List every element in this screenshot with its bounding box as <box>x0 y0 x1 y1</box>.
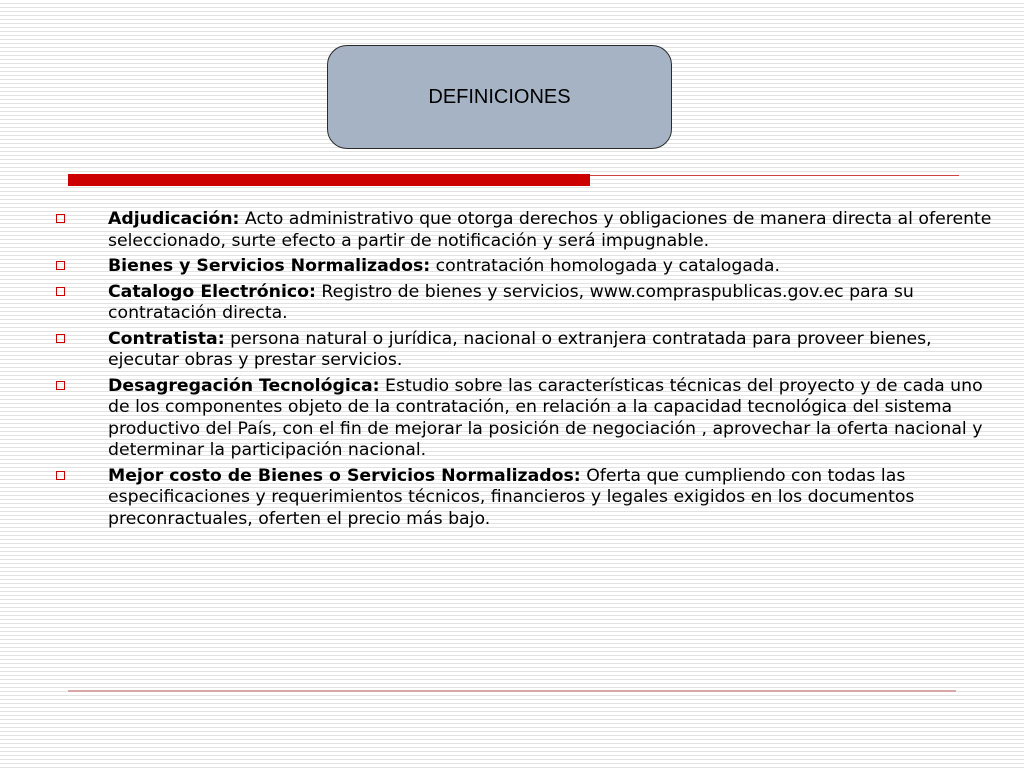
definition-term: Bienes y Servicios Normalizados: <box>108 256 431 276</box>
definition-text: contratación homologada y catalogada. <box>430 256 780 276</box>
square-bullet-icon <box>56 381 65 390</box>
definition-text: Estudio sobre las características técnicas del proyecto y de cada uno de los componentes objeto de la contratación, en relación a la capacidad tecnológica del sistema productivo del País, con el fin de mejorar la posición de negociación , aprovechar la oferta nacional y determinar la participación nacional. <box>108 375 983 460</box>
bottom-divider-line <box>68 690 956 692</box>
definition-item <box>56 329 996 372</box>
definition-text: Acto administrativo que otorga derechos y obligaciones de manera directa al oferente seleccionado, surte efecto a partir de notificación y será impugnable. <box>108 209 992 251</box>
definition-item <box>56 376 996 462</box>
definition-text: Oferta que cumpliendo con todas las especificaciones y requerimientos técnicos, financieros y legales exigidos en los documentos preconractuales, oferten el precio más bajo. <box>108 465 915 529</box>
definition-item <box>56 282 996 325</box>
definition-item <box>56 466 996 531</box>
definition-text: Registro de bienes y servicios, www.compraspublicas.gov.ec para su contratación directa. <box>108 281 914 323</box>
definition-term: Mejor costo de Bienes o Servicios Normalizados: <box>108 465 581 486</box>
definition-term: Catalogo Electrónico: <box>108 281 316 302</box>
thin-divider-line <box>590 175 959 176</box>
definitions-list <box>56 209 996 534</box>
title-box <box>327 45 672 149</box>
square-bullet-icon <box>56 287 65 296</box>
definition-term: Contratista: <box>108 328 225 349</box>
red-divider-bar <box>68 174 590 186</box>
square-bullet-icon <box>56 261 65 270</box>
definition-term: Desagregación Tecnológica: <box>108 375 380 396</box>
square-bullet-icon <box>56 334 65 343</box>
square-bullet-icon <box>56 214 65 223</box>
slide-title: DEFINICIONES <box>428 85 571 108</box>
square-bullet-icon <box>56 471 65 480</box>
definition-text: persona natural o jurídica, nacional o extranjera contratada para proveer bienes, ejecutar obras y prestar servicios. <box>108 328 932 370</box>
definition-item <box>56 209 996 252</box>
definition-term: Adjudicación: <box>108 209 240 229</box>
definition-item <box>56 256 996 278</box>
